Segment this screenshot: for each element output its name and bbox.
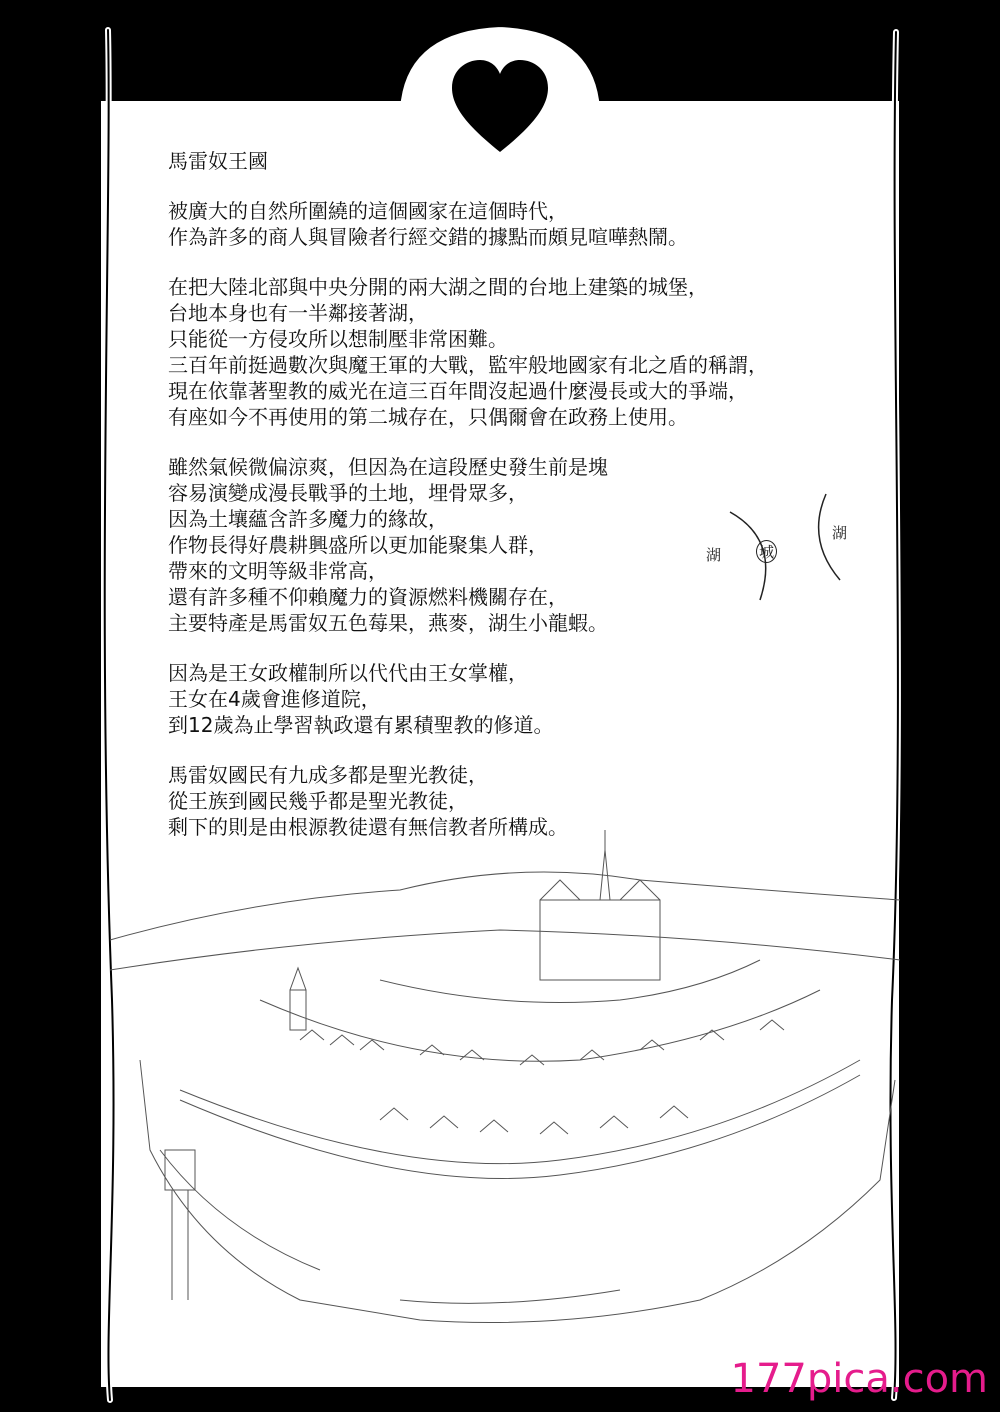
paragraph-line: 從王族到國民幾乎都是聖光教徒，: [168, 789, 468, 813]
paragraph-line: 因為是王女政權制所以代代由王女掌權，: [168, 661, 528, 685]
paragraph-line: 雖然氣候微偏涼爽，但因為在這段歷史發生前是塊: [168, 455, 608, 479]
paragraph-line: 現在依靠著聖教的威光在這三百年間沒起過什麼漫長或大的爭端，: [168, 379, 748, 403]
paragraph-line: 王女在4歲會進修道院，: [168, 687, 381, 711]
paragraph-line: 作物長得好農耕興盛所以更加能聚集人群，: [168, 533, 548, 557]
paragraph-line: 三百年前挺過數次與魔王軍的大戰，監牢般地國家有北之盾的稱謂，: [168, 353, 768, 377]
document-body: [168, 148, 888, 840]
map-lake-right-label: 湖: [832, 524, 848, 542]
paragraph-line: 在把大陸北部與中央分開的兩大湖之間的台地上建築的城堡，: [168, 275, 708, 299]
watermark: 177pica.com: [730, 1356, 988, 1402]
paragraph-line: 主要特產是馬雷奴五色莓果，燕麥，湖生小龍蝦。: [168, 611, 608, 635]
paragraph-line: 到12歲為止學習執政還有累積聖教的修道。: [168, 713, 554, 737]
paragraph-line: 馬雷奴國民有九成多都是聖光教徒，: [168, 763, 488, 787]
document-title: 馬雷奴王國: [168, 149, 268, 173]
paragraph-line: 只能從一方侵攻所以想制壓非常困難。: [168, 327, 508, 351]
paragraph-line: 被廣大的自然所圍繞的這個國家在這個時代，: [168, 199, 568, 223]
map-lake-left-label: 湖: [706, 546, 722, 564]
paragraph-line: 台地本身也有一半鄰接著湖，: [168, 301, 428, 325]
map-castle-label: 城: [756, 540, 777, 563]
paragraph-line: 還有許多種不仰賴魔力的資源燃料機關存在，: [168, 585, 568, 609]
paragraph-line: 容易演變成漫長戰爭的土地，埋骨眾多，: [168, 481, 528, 505]
paragraph-line: 剩下的則是由根源教徒還有無信教者所構成。: [168, 815, 568, 839]
paragraph-line: 有座如今不再使用的第二城存在，只偶爾會在政務上使用。: [168, 405, 688, 429]
paragraph-line: 因為土壤蘊含許多魔力的緣故，: [168, 507, 448, 531]
paragraph-line: 帶來的文明等級非常高，: [168, 559, 388, 583]
paragraph-line: 作為許多的商人與冒險者行經交錯的據點而頗見喧嘩熱鬧。: [168, 225, 688, 249]
